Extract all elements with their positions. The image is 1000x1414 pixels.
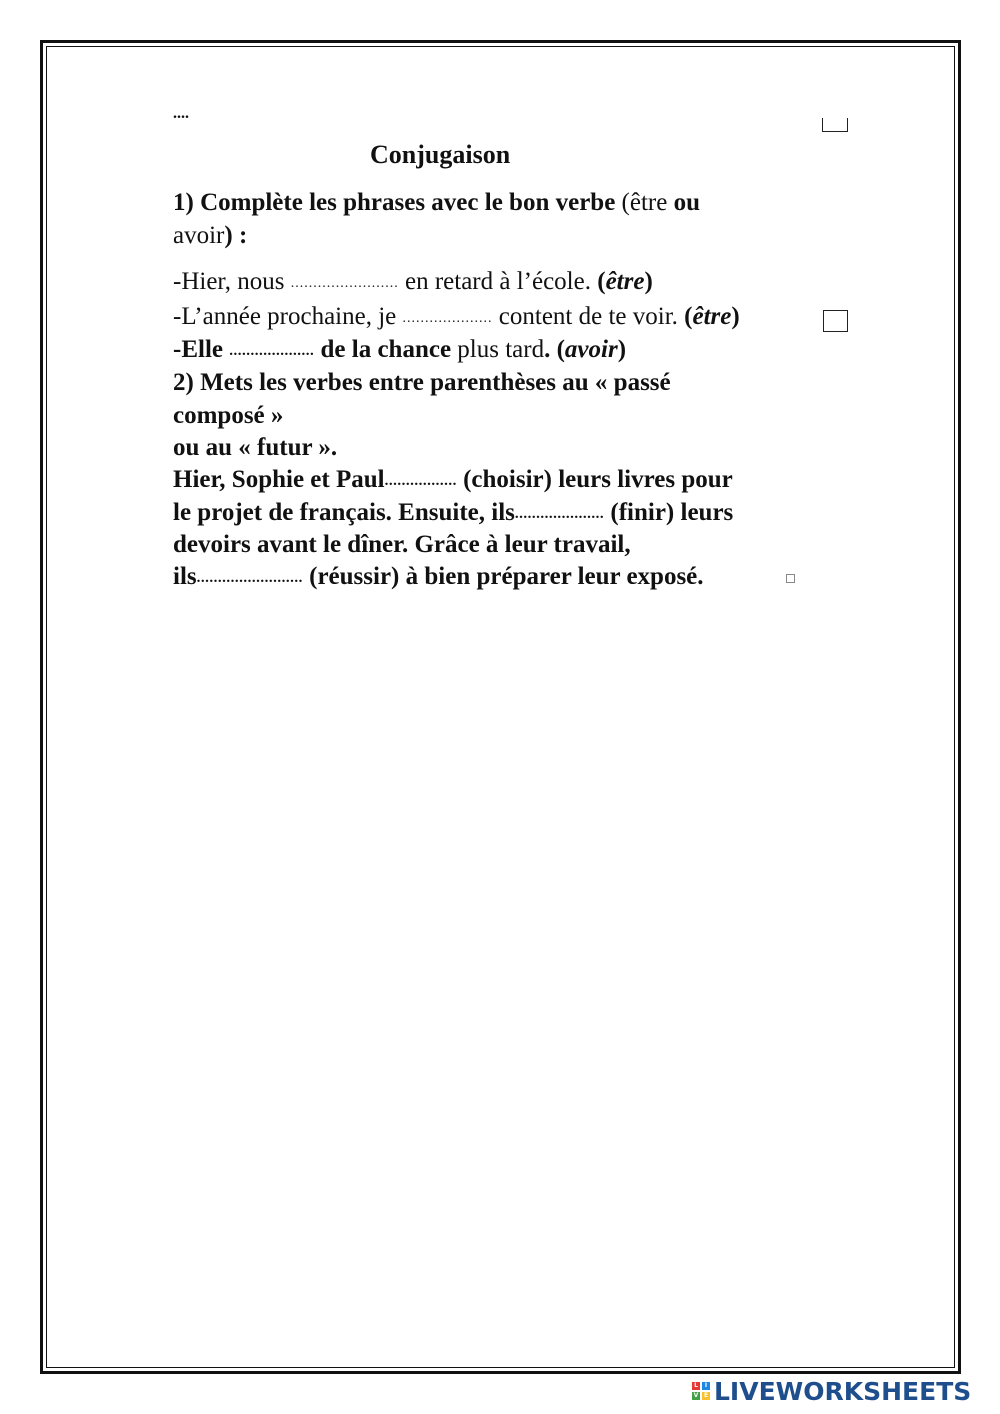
exercise1-heading [173,187,700,219]
exercise2-heading-line1: 2) Mets les verbes entre parenthèses au « passé [173,369,671,396]
answer-checkbox-2[interactable] [786,574,795,583]
exercise1-heading-line2 [173,220,247,252]
exercise1-heading-open: (être [615,189,674,216]
sentence-3-blank[interactable]: .................... [229,343,315,359]
logo-text: LIVEWORKSHEETS [714,1376,972,1406]
exercise1-heading-bold: 1) Complète les phrases avec le bon verbe [173,189,616,216]
sentence-2-end: content de te voir. [492,303,685,330]
exercise2-line-1-end: (choisir) leurs livres pour [456,466,733,493]
sentence-1 [173,266,653,300]
exercise2-heading-line3: ou au « futur ». [173,434,338,461]
exercise1-heading-ou: ou [673,189,700,216]
sentence-1-hint-close: ) [644,268,653,295]
sentence-3-mid: de la chance [314,336,452,363]
exercise2-line-2 [173,497,733,530]
exercise2-line-1 [173,464,733,497]
exercise2-blank-finir[interactable]: ..................... [514,506,605,522]
sentence-3-hint-verb: avoir [564,336,618,363]
sentence-2-start: -L’année prochaine, je [173,303,403,330]
sentence-2-hint-close: ) [731,303,740,330]
exercise1-heading-colon: ) : [224,222,248,249]
corner-checkbox[interactable] [822,118,848,132]
liveworksheets-logo [692,1376,971,1406]
page-title: Conjugaison [370,140,511,169]
sentence-2-hint-verb: être [692,303,732,330]
exercise2-line-4-end: (réussir) à bien préparer leur exposé. [302,563,704,590]
logo-cell-v: V [693,1392,699,1399]
logo-cell-e: E [703,1392,709,1399]
exercise1-heading-avoir: avoir [173,222,225,249]
exercise2-line-2-start: le projet de français. Ensuite, ils [173,499,515,526]
exercise2-line-2-end: (finir) leurs [604,499,734,526]
sentence-3-hint-close: ) [617,336,627,363]
logo-cell-i: I [702,1382,710,1390]
top-marker: .... [173,105,189,122]
exercise2-blank-reussir[interactable]: ......................... [196,570,303,586]
sentence-1-end: en retard à l’école. [398,268,598,295]
logo-mark [692,1382,710,1400]
answer-checkbox-1[interactable] [823,310,848,332]
sentence-1-blank[interactable]: ........................ [290,276,399,291]
exercise2-line-4 [173,561,704,594]
sentence-3-hint-open: . ( [544,336,565,363]
sentence-1-hint-verb: être [605,268,645,295]
exercise2-blank-choisir[interactable]: ................. [384,473,457,489]
sentence-3 [173,334,626,367]
exercise2-line-4-start: ils [173,563,197,590]
sentence-1-start: -Hier, nous [173,268,291,295]
sentence-2 [173,301,740,335]
sentence-3-start: -Elle [173,336,230,363]
logo-cell-l: L [692,1382,700,1390]
sentence-3-end: plus tard [451,336,545,363]
exercise2-heading-line2: composé » [173,402,284,429]
exercise2-line-1-start: Hier, Sophie et Paul [173,466,385,493]
sentence-2-blank[interactable]: .................... [402,311,493,326]
exercise2-line-3: devoirs avant le dîner. Grâce à leur travail, [173,531,631,558]
sentence-1-hint-open: ( [597,268,606,295]
sentence-2-hint-open: ( [684,303,693,330]
